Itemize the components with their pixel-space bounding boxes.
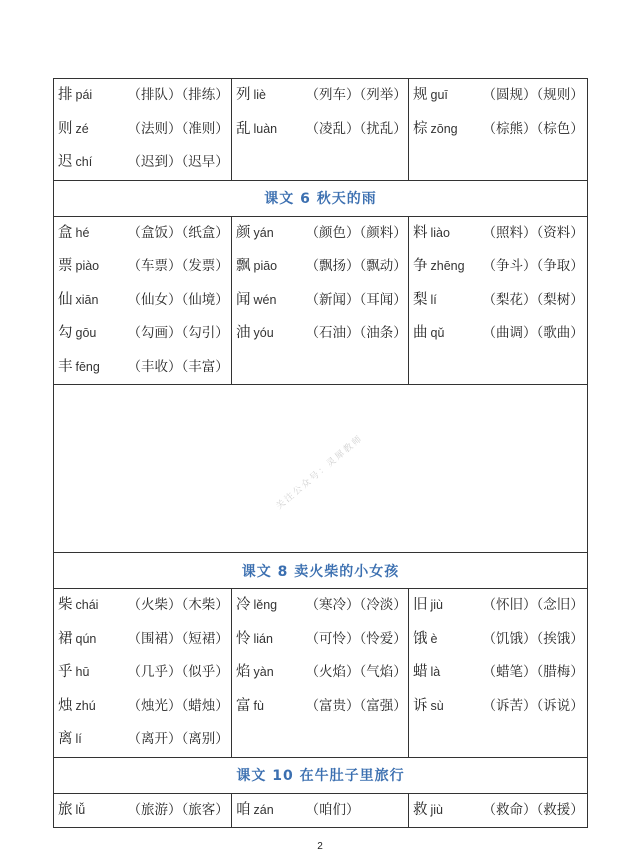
vocab-entry	[54, 589, 231, 623]
vocab-entry	[409, 113, 587, 147]
vocab-entry	[409, 250, 587, 284]
vocab-table	[53, 78, 588, 828]
lesson-header-cell	[54, 553, 588, 589]
vocab-entry	[54, 113, 231, 147]
vocab-words: （勾画）（勾引）	[127, 325, 229, 341]
vocab-entry	[54, 250, 231, 284]
vocab-words: （火柴）（木柴）	[127, 597, 229, 613]
vocab-char: 勾	[58, 325, 73, 341]
vocab-char: 丰	[58, 358, 73, 375]
vocab-char: 怜	[236, 630, 251, 647]
vocab-entry	[409, 656, 587, 690]
vocab-char: 列	[236, 87, 251, 103]
vocab-entry	[232, 284, 408, 318]
vocab-pinyin: jiù	[430, 598, 444, 612]
vocab-char: 梨	[413, 291, 428, 308]
vocab-cell	[409, 79, 588, 181]
vocab-char: 焰	[236, 664, 251, 680]
lesson-header-cell	[54, 180, 588, 216]
vocab-cell	[409, 589, 588, 758]
vocab-entry	[232, 79, 408, 113]
vocab-char: 仙	[58, 291, 73, 308]
vocab-pinyin: zōng	[430, 121, 458, 136]
lesson-header-row	[54, 180, 588, 216]
vocab-entry	[409, 794, 587, 828]
vocab-char: 则	[58, 120, 73, 137]
vocab-char: 盒	[58, 224, 73, 241]
vocab-pinyin: zhēng	[430, 259, 465, 273]
vocab-entry	[409, 79, 587, 113]
vocab-char: 裙	[58, 630, 73, 647]
vocab-pinyin: lǚ	[75, 802, 86, 817]
vocab-row	[54, 216, 588, 385]
vocab-words: （可怜）（怜爱）	[305, 630, 407, 647]
lesson-title: 课文 10 在牛肚子里旅行	[236, 768, 405, 784]
vocab-entry	[232, 794, 408, 828]
vocab-entry	[54, 623, 231, 657]
vocab-entry	[232, 690, 408, 724]
vocab-words: （盒饭）（纸盒）	[127, 224, 229, 241]
vocab-char: 饿	[413, 630, 428, 647]
vocab-pinyin: jiù	[430, 802, 444, 817]
vocab-words: （饥饿）（挨饿）	[482, 630, 584, 647]
vocab-pinyin: pái	[75, 88, 93, 102]
vocab-words: （列车）（列举）	[305, 87, 407, 103]
vocab-pinyin: fù	[253, 698, 264, 713]
vocab-entry	[409, 217, 587, 251]
vocab-cell	[54, 79, 232, 181]
vocab-pinyin: chái	[75, 598, 99, 612]
lesson-header-cell	[54, 757, 588, 793]
vocab-entry	[54, 656, 231, 690]
vocab-words: （排队）（排练）	[127, 87, 229, 103]
vocab-char: 烛	[58, 697, 73, 714]
vocab-pinyin: yàn	[253, 665, 274, 679]
vocab-entry	[54, 794, 231, 828]
vocab-pinyin: zhú	[75, 698, 96, 713]
vocab-pinyin: lěng	[253, 598, 278, 612]
vocab-entry	[232, 113, 408, 147]
vocab-words: （新闻）（耳闻）	[305, 291, 407, 308]
vocab-words: （救命）（救援）	[482, 801, 584, 818]
vocab-words: （圆规）（规则）	[482, 87, 584, 103]
vocab-char: 富	[236, 697, 251, 714]
vocab-cell	[54, 216, 232, 385]
vocab-words: （旅游）（旅客）	[127, 801, 229, 818]
vocab-pinyin: sù	[430, 698, 444, 713]
vocab-char: 离	[58, 731, 73, 747]
vocab-words: （争斗）（争取）	[482, 258, 584, 274]
vocab-words: （仙女）（仙境）	[127, 291, 229, 308]
vocab-entry	[54, 351, 231, 385]
vocab-pinyin: lián	[253, 631, 273, 646]
vocab-entry	[232, 217, 408, 251]
vocab-pinyin: qún	[75, 631, 97, 646]
vocab-cell	[54, 589, 232, 758]
vocab-char: 柴	[58, 597, 73, 613]
vocab-entry	[409, 623, 587, 657]
vocab-words: （富贵）（富强）	[305, 697, 407, 714]
vocab-words: （梨花）（梨树）	[482, 291, 584, 308]
lesson-title: 课文 8 卖火柴的小女孩	[241, 563, 400, 580]
vocab-pinyin: zán	[253, 802, 274, 817]
lesson-header-row	[54, 553, 588, 589]
vocab-pinyin: xiān	[75, 292, 99, 307]
vocab-entry	[54, 723, 231, 757]
vocab-cell	[54, 793, 232, 828]
vocab-words: （法则）（准则）	[127, 120, 229, 137]
vocab-words: （离开）（离别）	[127, 731, 229, 747]
vocab-char: 咱	[236, 801, 251, 818]
vocab-char: 争	[413, 258, 428, 274]
vocab-pinyin: là	[430, 665, 441, 679]
vocab-words: （棕熊）（棕色）	[482, 120, 584, 137]
vocab-words: （围裙）（短裙）	[127, 630, 229, 647]
vocab-pinyin: yán	[253, 225, 274, 240]
vocab-sheet	[53, 78, 588, 828]
vocab-row	[54, 589, 588, 758]
vocab-char: 颜	[236, 224, 251, 241]
vocab-char: 冷	[236, 597, 251, 613]
vocab-words: （车票）（发票）	[127, 258, 229, 274]
vocab-pinyin: è	[430, 631, 438, 646]
vocab-pinyin: wén	[253, 292, 277, 307]
vocab-char: 曲	[413, 325, 428, 341]
vocab-char: 乱	[236, 120, 251, 137]
vocab-pinyin: guī	[430, 88, 448, 102]
vocab-words: （曲调）（歌曲）	[482, 325, 584, 341]
vocab-words: （几乎）（似乎）	[127, 664, 229, 680]
vocab-cell	[232, 216, 409, 385]
vocab-words: （凌乱）（扰乱）	[305, 120, 407, 137]
vocab-cell	[232, 793, 409, 828]
vocab-entry	[409, 589, 587, 623]
vocab-pinyin: luàn	[253, 121, 278, 136]
vocab-pinyin: fēng	[75, 359, 100, 374]
vocab-char: 闻	[236, 291, 251, 308]
vocab-char: 诉	[413, 697, 428, 714]
vocab-row	[54, 79, 588, 181]
page-number: 2	[317, 841, 323, 852]
vocab-char: 乎	[58, 664, 73, 680]
vocab-entry	[232, 589, 408, 623]
vocab-pinyin: lí	[75, 732, 82, 746]
vocab-char: 棕	[413, 120, 428, 137]
vocab-cell	[232, 79, 409, 181]
vocab-words: （火焰）（气焰）	[305, 664, 407, 680]
vocab-entry	[232, 317, 408, 351]
vocab-pinyin: zé	[75, 121, 89, 136]
vocab-words: （颜色）（颜料）	[305, 224, 407, 241]
vocab-pinyin: qǔ	[430, 326, 445, 340]
vocab-pinyin: liè	[253, 88, 267, 102]
vocab-char: 迟	[58, 154, 73, 170]
vocab-char: 规	[413, 87, 428, 103]
vocab-row	[54, 793, 588, 828]
vocab-char: 救	[413, 801, 428, 818]
vocab-entry	[409, 690, 587, 724]
vocab-pinyin: liào	[430, 225, 450, 240]
vocab-char: 旧	[413, 597, 428, 613]
vocab-pinyin: yóu	[253, 326, 274, 340]
vocab-entry	[54, 217, 231, 251]
vocab-entry	[232, 656, 408, 690]
vocab-char: 旅	[58, 801, 73, 818]
vocab-pinyin: lí	[430, 292, 437, 307]
blank-cell	[54, 385, 588, 553]
vocab-words: （烛光）（蜡烛）	[127, 697, 229, 714]
vocab-pinyin: hé	[75, 225, 90, 240]
vocab-entry	[54, 284, 231, 318]
vocab-words: （咱们）	[305, 801, 360, 818]
vocab-pinyin: hū	[75, 665, 90, 679]
vocab-char: 蜡	[413, 664, 428, 680]
vocab-words: （石油）（油条）	[305, 325, 407, 341]
vocab-words: （迟到）（迟早）	[127, 154, 229, 170]
vocab-pinyin: chí	[75, 155, 93, 169]
vocab-char: 飘	[236, 258, 251, 274]
vocab-words: （丰收）（丰富）	[127, 358, 229, 375]
vocab-char: 油	[236, 325, 251, 341]
vocab-char: 排	[58, 87, 73, 103]
vocab-cell	[409, 216, 588, 385]
vocab-pinyin: piào	[75, 259, 100, 273]
vocab-cell	[232, 589, 409, 758]
lesson-header-row	[54, 757, 588, 793]
vocab-words: （寒冷）（冷淡）	[305, 597, 407, 613]
vocab-words: （诉苦）（诉说）	[482, 697, 584, 714]
vocab-entry	[54, 317, 231, 351]
vocab-words: （蜡笔）（腊梅）	[482, 664, 584, 680]
vocab-pinyin: gōu	[75, 326, 97, 340]
vocab-entry	[54, 146, 231, 180]
watermark: 关注公众号：灵犀教师	[274, 433, 366, 512]
vocab-words: （怀旧）（念旧）	[482, 597, 584, 613]
vocab-char: 料	[413, 224, 428, 241]
vocab-entry	[54, 690, 231, 724]
vocab-entry	[409, 284, 587, 318]
lesson-title: 课文 6 秋天的雨	[264, 191, 377, 207]
vocab-entry	[54, 79, 231, 113]
vocab-entry	[232, 250, 408, 284]
vocab-cell	[409, 793, 588, 828]
vocab-entry	[232, 623, 408, 657]
blank-row	[54, 385, 588, 553]
vocab-pinyin: piāo	[253, 259, 278, 273]
vocab-char: 票	[58, 258, 73, 274]
vocab-words: （照料）（资料）	[482, 224, 584, 241]
vocab-words: （飘扬）（飘动）	[305, 258, 407, 274]
vocab-entry	[409, 317, 587, 351]
